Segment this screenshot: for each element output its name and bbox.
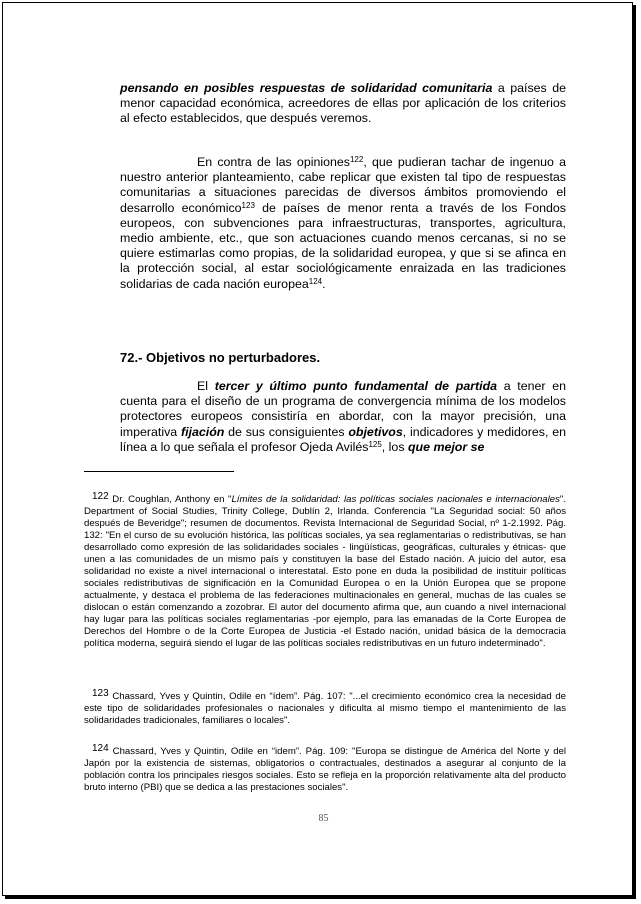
- paragraph-text: de países de menor renta a través de los Fondos europeos, con subvenciones para infraestructuras, transportes, agricultura, medio ambiente, etc., que son actuaciones cuando menos cercanas, si no se quiere estimarlas como propias, de la solidaridad europea, y que si se afinca en la protección social, al estar sociológicamente enraizada en las tradiciones solidarias de cada nación europea: [120, 200, 566, 291]
- footnote-number: 123: [92, 688, 109, 699]
- footnote: [84, 491, 566, 650]
- emphasis-text: que mejor se: [407, 439, 485, 454]
- footnote-ref[interactable]: 123: [241, 200, 255, 210]
- section-heading: 72.- Objetivos no perturbadores.: [120, 350, 321, 365]
- footnote-number: 124: [92, 743, 109, 754]
- footnote-number: 122: [92, 491, 109, 502]
- paragraph-text: El: [197, 379, 215, 393]
- emphasis-text: fijación: [180, 424, 225, 439]
- footnote-ref[interactable]: 125: [368, 439, 382, 449]
- paragraph-objectives: [120, 379, 566, 455]
- footnote-text: ". Department of Social Studies, Trinity College, Dublín 2, Irlanda. Conferencia "La Seguridad social: 50 años después de Beveridge"; resumen de documentos. Revista Internacional de Seguridad Social, nº 1-2.1992. Pág. 132: "En el curso de su evolución histórica, las políticas sociales, ya sea reglamentarias o redistributivas, se han desarrollado como expresión de las solidaridades sociales - lingüísticas, geográficas, culturales y étnicas- que unen a las comunidades de un mismo país y constituyen la base del Estado nación. A juicio del autor, esa solidaridad no existe a nivel internacional o interestatal. Esto pone en duda la posibilidad de instituir políticas sociales redistributivas de significación en la Comunidad Europea o en la Unión Europea que se propone actualmente, y destaca el problema de las federaciones multinacionales en general, muchas de las cuales se dislocan o están comenzando a zozobrar. El autor del documento afirma que, aun cuando a nivel internacional hay lugar para las políticas sociales reglamentarias -por ejemplo, para las emanadas de la Corte Europea de Derechos del Hombre o de la Corte Europea de Justicia -el Estado nación, unidad básica de la democracia política moderna, seguirá siendo el lugar de las políticas sociales redistributivas en un futuro indeterminado".: [84, 494, 566, 649]
- emphasis-text: tercer y último punto fundamental de partida: [214, 379, 498, 393]
- footnote: [84, 688, 566, 727]
- paragraph-text: a tener en cuenta para el diseño de un programa de convergencia mínima de los modelos protectores europeos consistiría en abordar, con la mayor precisión, una imperativa: [120, 379, 566, 439]
- footnote-italic-title: Límites de la solidaridad: las políticas sociales nacionales e internacionales: [231, 494, 560, 505]
- footnote-ref[interactable]: 124: [308, 276, 323, 286]
- emphasis-text: objetivos: [348, 424, 403, 439]
- paragraph-text: a países de menor capacidad económica, acreedores de ellas por aplicación de los criterios al efecto establecidos, que después veremos.: [120, 81, 566, 126]
- footnote-text: Chassard, Yves y Quintin, Odile en “ídem”. Pág. 107: "...el crecimiento económico crea la necesidad de este tipo de solidaridades profesionales o nacionales y dificulta al mismo tiempo el mantenimiento de las solidaridades tradicionales, familiares o locales".: [84, 691, 566, 726]
- footnote-ref[interactable]: 122: [349, 155, 364, 164]
- paragraph-text: En contra de las opiniones: [197, 155, 350, 169]
- footnote: [84, 743, 566, 794]
- emphasis-text: pensando en posibles respuestas de solidaridad comunitaria: [120, 81, 493, 95]
- page-number: 85: [318, 813, 329, 824]
- paragraph-continuation: [120, 81, 566, 127]
- paragraph-opinions: [120, 155, 566, 292]
- paragraph-text: de sus consiguientes: [224, 424, 349, 439]
- footnote-text: Chassard, Yves y Quintin, Odile en “idem”. Pág. 109: "Europa se distingue de América del Norte y del Japón por la existencia de sistemas, obligatorios o contractuales, destinados a asegurar al conjunto de la población contra los principales riesgos sociales. Esto se refleja en la proporción relativamente alta del producto bruto interno (PBI) que se dedica a las prestaciones sociales".: [84, 746, 566, 793]
- paragraph-text: , indicadores y medidores, en línea a lo que señala el profesor Ojeda Avilés: [120, 424, 566, 454]
- paragraph-text: .: [322, 276, 326, 291]
- document-page: [2, 2, 633, 896]
- footnote-separator: [84, 471, 234, 472]
- paragraph-text: , los: [381, 439, 408, 454]
- footnote-text: Dr. Coughlan, Anthony en ": [108, 494, 232, 505]
- paragraph-text: , que pudieran tachar de ingenuo a nuestro anterior planteamiento, cabe replicar que existen tal tipo de respuestas comunitarias a situaciones parecidas de diversos ámbitos promoviendo el desarrollo económico: [120, 155, 566, 215]
